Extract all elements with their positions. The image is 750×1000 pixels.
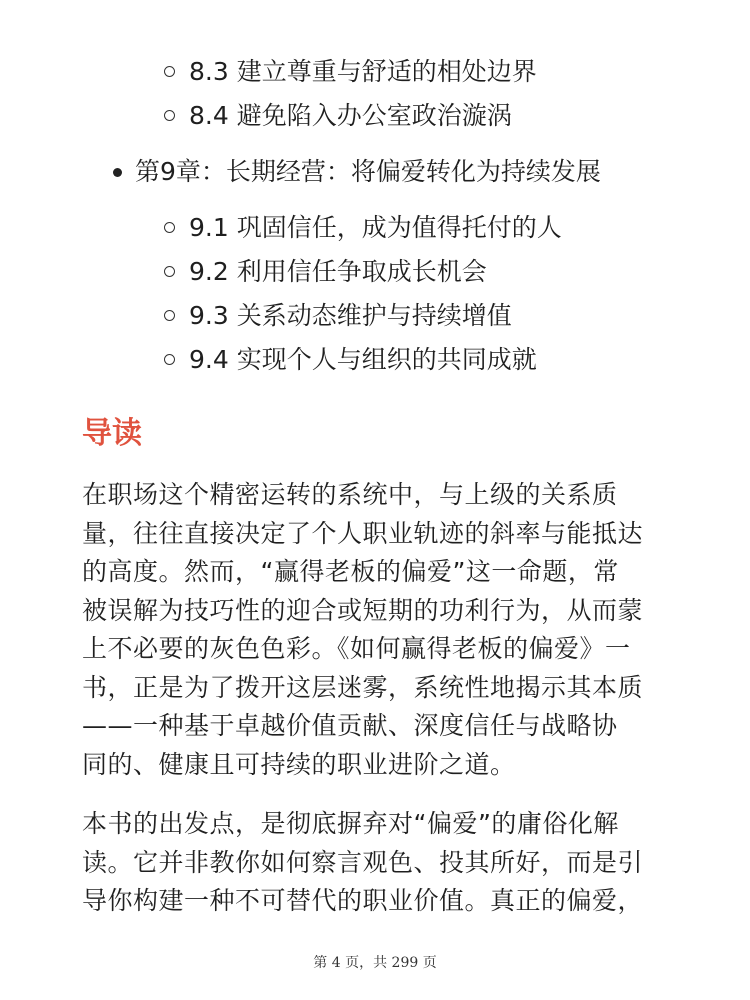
intro-paragraph-1 [82,476,672,784]
section-heading: 导读 [82,416,142,451]
intro-paragraph-2 [82,805,672,921]
toc-item-label: 8.4 避免陷入办公室政治漩涡 [189,101,512,130]
disc-bullet-icon [113,168,122,177]
paragraph-line: 本书的出发点，是彻底摒弃对“偏爱”的庸俗化解 [82,809,619,838]
toc-chapter-label: 第9章：长期经营：将偏爱转化为持续发展 [135,157,601,186]
circle-bullet-icon [164,266,175,277]
circle-bullet-icon [164,310,175,321]
toc-item-9-4[interactable] [162,338,562,382]
paragraph-line: ——一种基于卓越价值贡献、深度信任与战略协 [82,711,618,740]
toc-item-label: 9.1 巩固信任，成为值得托付的人 [189,213,562,242]
paragraph-line: 被误解为技巧性的迎合或短期的功利行为，从而蒙 [82,595,644,625]
paragraph-line: 上不必要的灰色色彩。《如何赢得老板的偏爱》一 [82,634,631,663]
toc-item-label: 9.3 关系动态维护与持续增值 [189,301,512,330]
toc-chapter9-sections [162,206,562,382]
paragraph-line: 导你构建一种不可替代的职业价值。真正的偏爱， [82,886,644,915]
circle-bullet-icon [164,110,175,121]
toc-item-label: 8.3 建立尊重与舒适的相处边界 [189,57,537,86]
toc-item-label: 9.2 利用信任争取成长机会 [189,257,487,286]
paragraph-line: 量，往往直接决定了个人职业轨迹的斜率与能抵达 [82,518,644,548]
toc-item-8-4[interactable] [162,94,537,138]
paragraph-line: 在职场这个精密运转的系统中，与上级的关系质 [82,480,618,509]
toc-item-8-3[interactable] [162,50,537,94]
toc-item-label: 9.4 实现个人与组织的共同成就 [189,345,537,374]
toc-item-9-3[interactable] [162,294,562,338]
paragraph-line: 的高度。然而，“赢得老板的偏爱”这一命题，常 [82,557,619,586]
page-footer: 第 4 页，共 299 页 [313,955,437,971]
circle-bullet-icon [164,354,175,365]
toc-item-9-1[interactable] [162,206,562,250]
toc-chapter8-sections [162,50,537,138]
circle-bullet-icon [164,222,175,233]
paragraph-line: 书，正是为了拨开这层迷雾，系统性地揭示其本质 [82,672,644,702]
toc-chapter-9[interactable] [110,150,601,194]
paragraph-line: 读。它并非教你如何察言观色、投其所好，而是引 [82,847,644,877]
paragraph-line: 同的、健康且可持续的职业进阶之道。 [82,749,516,779]
circle-bullet-icon [164,66,175,77]
toc-item-9-2[interactable] [162,250,562,294]
